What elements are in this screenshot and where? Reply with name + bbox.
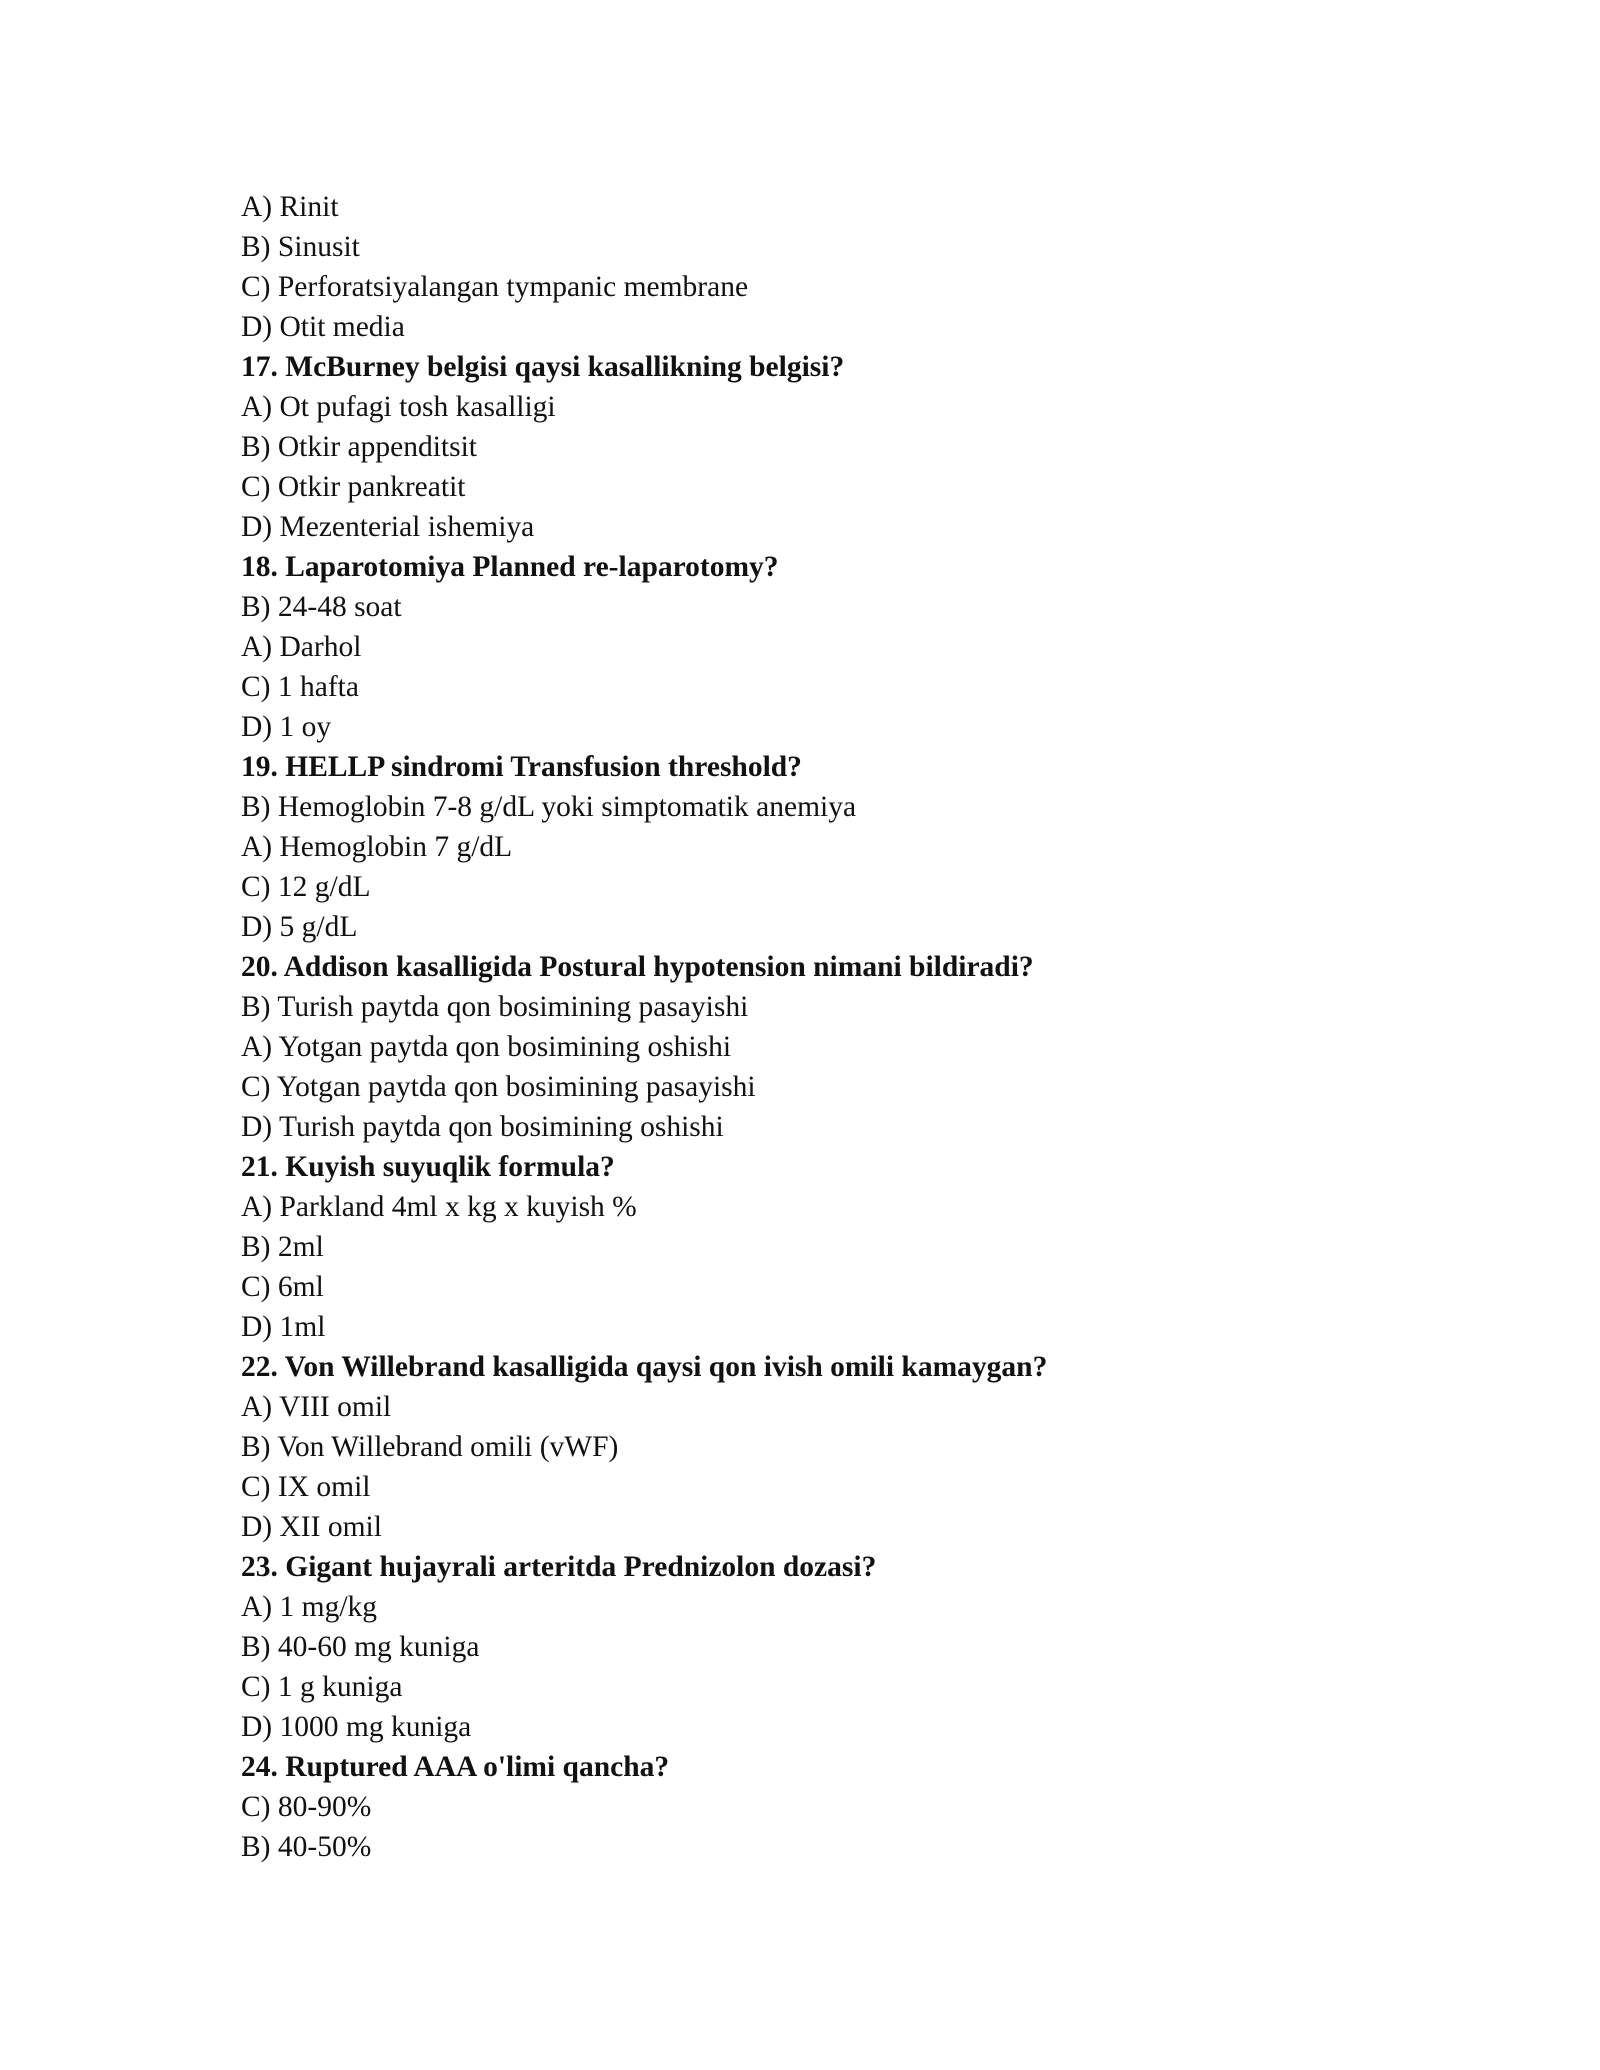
option: A) VIII omil <box>241 1391 392 1423</box>
option: B) Von Willebrand omili (vWF) <box>241 1431 619 1463</box>
option: C) 1 g kuniga <box>241 1671 403 1703</box>
question-title: 24. Ruptured AAA o'limi qancha? <box>241 1751 670 1783</box>
question-19 <box>241 747 1441 947</box>
option: C) 80-90% <box>241 1791 372 1823</box>
question-title: 23. Gigant hujayrali arteritda Prednizolon dozasi? <box>241 1551 877 1583</box>
question-17 <box>241 347 1441 547</box>
option: B) Hemoglobin 7-8 g/dL yoki simptomatik anemiya <box>241 791 857 823</box>
option: C) Otkir pankreatit <box>241 471 466 503</box>
option: D) XII omil <box>241 1511 382 1543</box>
question-18 <box>241 547 1441 747</box>
option: A) Darhol <box>241 631 362 663</box>
option: B) Turish paytda qon bosimining pasayishi <box>241 991 749 1023</box>
question-23 <box>241 1547 1441 1747</box>
option: D) 1000 mg kuniga <box>241 1711 472 1743</box>
option: D) 1 oy <box>241 711 332 743</box>
option: A) Rinit <box>241 191 339 223</box>
option: B) 2ml <box>241 1231 324 1263</box>
leading-options <box>241 187 1441 347</box>
question-24 <box>241 1747 1441 1867</box>
question-title: 22. Von Willebrand kasalligida qaysi qon ivish omili kamaygan? <box>241 1351 1048 1383</box>
option: A) 1 mg/kg <box>241 1591 378 1623</box>
question-21 <box>241 1147 1441 1347</box>
question-title: 20. Addison kasalligida Postural hypotension nimani bildiradi? <box>241 951 1034 983</box>
question-title: 19. HELLP sindromi Transfusion threshold? <box>241 751 802 783</box>
option: B) 40-60 mg kuniga <box>241 1631 480 1663</box>
option: C) 1 hafta <box>241 671 359 703</box>
option: C) 12 g/dL <box>241 871 371 903</box>
option: A) Parkland 4ml x kg x kuyish % <box>241 1191 637 1223</box>
option: D) Turish paytda qon bosimining oshishi <box>241 1111 724 1143</box>
option: C) IX omil <box>241 1471 371 1503</box>
option: B) 40-50% <box>241 1831 372 1863</box>
question-title: 21. Kuyish suyuqlik formula? <box>241 1151 615 1183</box>
question-title: 17. McBurney belgisi qaysi kasallikning belgisi? <box>241 351 845 383</box>
option: D) 1ml <box>241 1311 326 1343</box>
option: B) Otkir appenditsit <box>241 431 477 463</box>
option: D) Mezenterial ishemiya <box>241 511 535 543</box>
option: A) Yotgan paytda qon bosimining oshishi <box>241 1031 732 1063</box>
option: D) 5 g/dL <box>241 911 358 943</box>
question-20 <box>241 947 1441 1147</box>
option: C) Yotgan paytda qon bosimining pasayishi <box>241 1071 756 1103</box>
option: B) Sinusit <box>241 231 360 263</box>
option: B) 24-48 soat <box>241 591 402 623</box>
option: D) Otit media <box>241 311 405 343</box>
option: A) Hemoglobin 7 g/dL <box>241 831 513 863</box>
option: C) Perforatsiyalangan tympanic membrane <box>241 271 749 303</box>
question-title: 18. Laparotomiya Planned re-laparotomy? <box>241 551 779 583</box>
option: C) 6ml <box>241 1271 324 1303</box>
question-22 <box>241 1347 1441 1547</box>
option: A) Ot pufagi tosh kasalligi <box>241 391 556 423</box>
quiz-content <box>241 187 1441 1867</box>
